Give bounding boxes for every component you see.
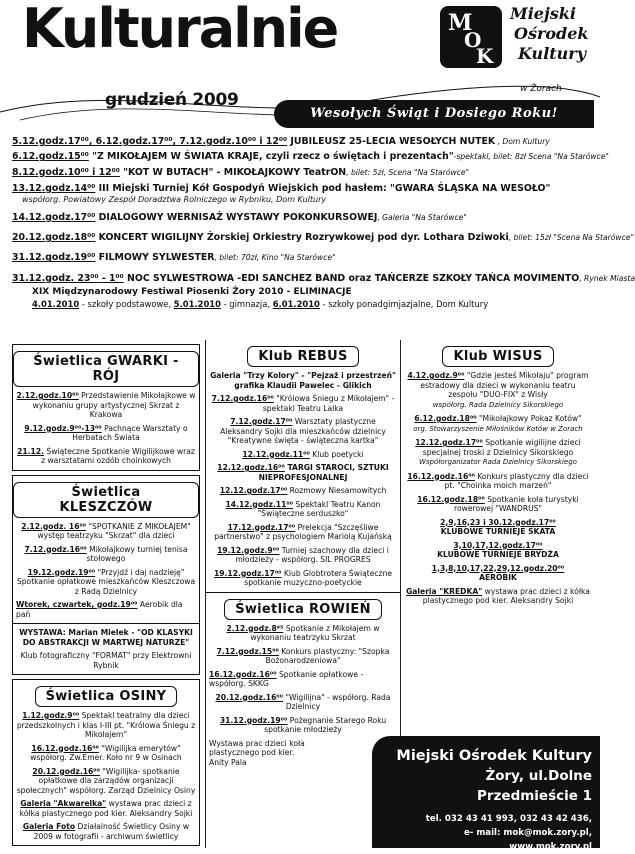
event-row: 13.12.godz.14⁰⁰ III Miejski Turniej Kół Gospodyń Wiejskich pod hasłem: "GWARA ŚLĄSKA NA WESOŁO" <box>12 182 551 194</box>
logo-letter-o: O <box>464 28 482 52</box>
list-item: Galeria Foto Działalność Świetlicy Osiny w 2009 w fotografii - archiwum świetlicy <box>22 822 190 841</box>
logo-letter-m: M <box>448 10 473 36</box>
list-item: 6.12.godz.18⁰⁰ "Mikołajkowy Pokaz Kotów" org. Stowarzyszenie Miłośników Kotów w Żorach <box>413 414 583 433</box>
divider <box>206 592 400 593</box>
gallery-note: Galeria "Trzy Kolory" - "Pejzaż i przestrzeń" grafika Klaudii Pawelec - Glikich <box>210 371 396 390</box>
list-item: 17.12.godz.17⁰⁰ Prelekcja "Szczęśliwe partnerstwo" z psychologiem Mariolą Kujańską <box>214 522 392 541</box>
logo-line-2: Ośrodek <box>514 24 589 43</box>
event-row: 20.12.godz.18⁰⁰ KONCERT WIGILIJNY Żorskiej Orkiestry Rozrywkowej pod dyr. Lothara Dziwoki, bilet: 15zł "Scena Na Starówce" <box>12 232 634 244</box>
list-item: 1,3,8,10,17,22,29,12.godz.20⁰⁰ AEROBIK <box>431 563 565 582</box>
event-subnote: współorg. Powiatowy Zespół Doradztwa Rolniczego w Rybniku, Dom Kultury <box>22 194 327 204</box>
exhibit-note: Wystawa prac dzieci koła plastycznego pod kier. Anity Pala <box>209 738 305 767</box>
list-item: 2.12.godz.8⁴⁵ Spotkanie z Mikołajem w wykonaniu teatrzyku Skrzat <box>226 623 380 642</box>
list-item: 4.12.godz.9⁰⁰ "Gdzie jesteś Mikołaju" program estradowy dla dzieci w wykonaniu teatru zespołu "DUO-FIX" z Wisły współorg. Rada Dzielnicy Sikorskiego <box>407 371 589 409</box>
footer-email-link[interactable]: e- mail: mok@mok.zory.pl, www.mok.zory.pl <box>463 828 592 852</box>
list-item: 7.12.godz.16⁰⁰ Mikołajkowy turniej tenisa stołowego <box>24 544 188 563</box>
event-row: 6.12.godz.15⁰⁰ "Z MIKOŁAJEM W ŚWIATA KRAJE, czyli rzecz o świętach i prezentach"-spektakl, bilet: 8zł Scena "Na Starówce" <box>12 151 609 163</box>
list-item: Wtorek, czwartek, godz.19⁰⁰ Aerobik dla pań <box>16 600 183 619</box>
logo-letter-k: K <box>476 44 494 68</box>
exhibit-sub: Klub fotograficzny "FORMAT" przy Elektrowni Rybnik <box>20 651 192 670</box>
event-row: 31.12.godz. 23⁰⁰ - 1⁰⁰ NOC SYLWESTROWA -EDI SANCHEZ BAND oraz TAŃCERZE SZKOŁY TAŃCA MOVIMENTO, Rynek Miasta <box>12 272 635 284</box>
section-kleszczow <box>12 475 200 676</box>
festival-dates: 4.01.2010 - szkoły podstawowe, 5.01.2010 - gimnazja, 6.01.2010 - szkoły ponadgimjazjalne, Dom Kultury <box>32 299 489 310</box>
brand-title: Kulturalnie <box>22 0 338 60</box>
mok-logo-text <box>490 4 589 64</box>
footer-org-name: Miejski Ośrodek Kultury <box>396 748 592 764</box>
section-title-kleszczow: Świetlica KLESZCZÓW <box>13 482 199 518</box>
list-item: 21.12. Świąteczne Spotkanie Wigilijkowe wraz z warsztatami ozdób choinkowych <box>17 446 195 465</box>
mok-logo <box>440 6 590 92</box>
list-item: 16.12.godz.18⁰⁰ Spotkanie koła turystyki rowerowej "WANDRUS" <box>417 494 579 513</box>
section-osiny <box>12 679 200 846</box>
column-gwarki-kleszczow-osiny <box>8 340 204 848</box>
logo-line-3: Kultury <box>518 44 587 63</box>
list-item: 1.12.godz.9⁰⁰ Spektakl teatralny dla dzieci przedszkolnych i klas I-III pt. "Królowa Śniegu z Mikołajem" <box>16 711 196 739</box>
section-title-rowien: Świetlica ROWIEŃ <box>224 599 382 620</box>
section-title-wisus: Klub WISUS <box>442 346 553 367</box>
list-item: 12.12.godz.11⁰⁰ Klub poetycki <box>242 449 364 459</box>
list-item: 7.12.godz.17⁰⁰ Warsztaty plastyczne Aleksandry Sojki dla mieszkańców dzielnicy "Kreatywne święta - świąteczna kartka" <box>220 417 386 445</box>
logo-city: w Żorach <box>520 84 562 94</box>
list-item: 2,9,16,23 i 30.12.godz.17⁰⁰ KLUBOWE TURNIEJE SKATA <box>440 517 556 536</box>
list-item: 16.12.godz.16⁰⁰ "Wigilijka emerytów" współorg. Zw.Emer. Koło nr 9 w Osinach <box>30 743 182 762</box>
festival-title: XIX Międzynarodowy Festiwal Piosenki Żory 2010 - ELIMINACJE <box>32 287 352 298</box>
month-label: grudzień 2009 <box>105 90 239 110</box>
events-list <box>12 134 635 310</box>
list-item: 19.12.godz.19⁰⁰ "Przyjdź i daj nadzieję" Spotkanie opłatkowe mieszkańców Kleszczowa z Radą Dzielnicy <box>16 567 196 596</box>
section-title-gwarki: Świetlica GWARKI - RÓJ <box>13 351 199 387</box>
list-item: 16.12.godz.16⁰⁰ Spotkanie opłatkowe - współorg. SKKG <box>209 669 364 688</box>
list-item: 19.12.godz.9⁰⁰ Turniej szachowy dla dzieci i młodzieży - współorg. SIL PROGRES <box>217 545 389 564</box>
footer-address: Żory, ul.Dolne Przedmieście 1 <box>477 768 592 804</box>
event-row: 31.12.godz.19⁰⁰ FILMOWY SYLWESTER, bilet: 70zł, Kino "Na Starówce" <box>12 252 336 264</box>
contact-footer <box>372 736 600 852</box>
list-item: 31.12.godz.19⁰⁰ Pożegnanie Starego Roku spotkanie młodzieży <box>219 715 387 734</box>
list-item: 14.12.godz.11⁰⁰ Spektakl Teatru Kanon "Świąteczne serduszko" <box>225 499 381 518</box>
event-row: 5.12.godz.17⁰⁰, 6.12.godz.17⁰⁰, 7.12.godz.10⁰⁰ i 12⁰⁰ JUBILEUSZ 25-LECIA WESOŁYCH NUTEK , Dom Kultury <box>12 136 550 147</box>
event-row: 8.12.godz.10⁰⁰ i 12⁰⁰ "KOT W BUTACH" - MIKOŁAJKOWY TeatrON, bilet: 5zł, Scena "Na Starówce" <box>12 166 470 178</box>
header <box>0 0 600 132</box>
list-item: 9.12.godz.9⁰⁰-13⁰⁰ Pachnące Warsztaty o Herbatach Świata <box>24 423 188 442</box>
list-item: 3,10,17,12.godz.17⁰⁰ KLUBOWE TURNIEJE BRYDŻA <box>437 540 559 559</box>
list-item: 19.12.godz.17⁰⁰ Klub Globtrotera Świąteczne spotkanie muzyczno-poetyckie <box>213 568 393 587</box>
footer-phone: tel. 032 43 41 993, 032 43 42 436, <box>425 814 592 824</box>
list-item: Galeria "KREDKA" wystawa prac dzieci z kółka plastycznego pod kier. Aleksandry Sojki <box>406 586 590 605</box>
section-title-rebus: Klub REBUS <box>247 346 358 367</box>
event-row: 14.12.godz.17⁰⁰ DIALOGOWY WERNISAŻ WYSTAWY POKONKURSOWEJ, Galeria "Na Starówce" <box>12 211 467 223</box>
divider <box>13 623 199 624</box>
list-item: 2.12.godz.10⁰⁰ Przedstawienie Mikołajkowe w wykonaniu grupy artystycznej Skrzat z Krakowa <box>16 391 196 419</box>
logo-line-1: Miejski <box>510 4 576 23</box>
list-item: 16.12.godz.16⁰⁰ Konkurs plastyczny dla dzieci pt. "Choinka moich marzeń" <box>407 471 589 490</box>
section-gwarki <box>12 344 200 471</box>
list-item: Galeria "Akwarelka" wystawa prac dzieci z kółka plastycznego pod kier. Aleksandry Sojki <box>19 799 193 818</box>
list-item: 7.12.godz.16⁰⁰ "Królowa Śniegu z Mikołajem" - spektakl Teatru Lalka <box>211 394 395 413</box>
list-item: 7.12.godz.15⁰⁰ Konkurs plastyczny: "Szopka Bożonarodzeniowa" <box>216 646 390 665</box>
section-title-osiny: Świetlica OSINY <box>35 686 178 707</box>
list-item: 12.12.godz.17⁰⁰ Rozmowy Niesamowitych <box>219 486 387 495</box>
list-item: 12.12.godz.16⁰⁰ TARGI STAROCI, SZTUKI NIEPROFESJONALNEJ <box>217 463 389 482</box>
season-greeting: Wesołych Świąt i Dosiego Roku! <box>274 100 594 128</box>
list-item: 20.12.godz.16⁰⁰ "Wigilijna" - współorg. Rada Dzielnicy <box>215 692 391 711</box>
list-item: 12.12.godz.17⁰⁰ Spotkanie wigilijne dzieci specjalnej troski z Dzielnicy Sikorskiego Współorganizator Rada Dzielnicy Sikorskiego <box>415 438 581 466</box>
list-item: 20.12.godz.16⁰⁰ "Wigilijka- spotkanie opłatkowe dla zarządów organizacji społecznych" współorg. Zarząd Dzielnicy Osiny <box>16 766 196 795</box>
list-item: 2.12.godz. 16⁰⁰ "SPOTKANIE Z MIKOŁAJEM" występ teatrzyku "Skrzat" dla dzieci <box>21 521 191 540</box>
exhibit-note: WYSTAWA: Marian Mielek - "OD KLASYKI DO ABSTRAKCJI W MARTWEJ NATURZE" <box>19 628 193 647</box>
